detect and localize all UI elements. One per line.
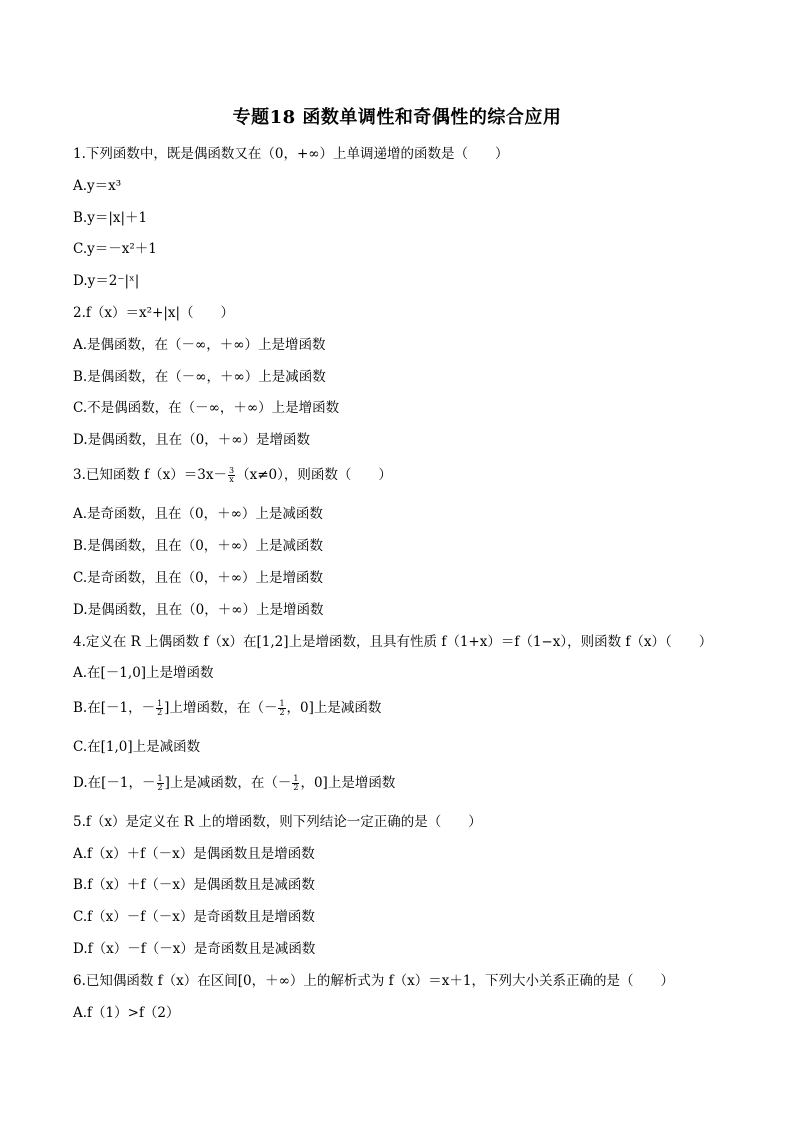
fraction-denominator: 2 (157, 708, 163, 717)
question-2-option-b: B.是偶函数，在（－∞，＋∞）上是减函数 (73, 369, 326, 385)
question-3-option-c: C.是奇函数，且在（0，＋∞）上是增函数 (73, 570, 323, 586)
question-4-stem: 4.定义在 R 上偶函数 f（x）在[1,2]上是增函数，且具有性质 f（1+x）＝f（1−x），则函数 f（x）（ ） (73, 634, 713, 650)
option-b-part-3: ，0]上是减函数 (286, 700, 382, 716)
question-3-stem-post: （x≠0），则函数（ ） (236, 467, 392, 483)
question-5-option-a: A.f（x）＋f（－x）是偶函数且是增函数 (73, 846, 315, 862)
fraction-denominator: 2 (157, 783, 163, 792)
question-2-option-d: D.是偶函数，且在（0，＋∞）是增函数 (73, 432, 310, 448)
fraction-one-half (292, 775, 299, 792)
question-4-option-a: A.在[－1,0]上是增函数 (73, 665, 214, 681)
question-3-option-d: D.是偶函数，且在（0，＋∞）上是增函数 (73, 602, 324, 618)
question-1-option-d: D.y＝2⁻|ˣ| (73, 273, 140, 289)
question-3-stem (73, 466, 392, 484)
fraction-numerator: 1 (293, 774, 299, 783)
page-title: 专题18 函数单调性和奇偶性的综合应用 (232, 107, 562, 128)
option-d-part-3: ，0]上是增函数 (300, 775, 396, 791)
question-4-option-b (73, 699, 381, 717)
fraction-denominator: 2 (293, 783, 299, 792)
option-b-part-1: B.在[－1，－ (73, 700, 156, 716)
question-4-option-d (73, 774, 395, 792)
option-b-part-2: ]上增函数，在（－ (164, 700, 278, 716)
option-d-part-2: ]上是减函数，在（－ (164, 775, 292, 791)
question-2-option-c: C.不是偶函数，在（－∞，＋∞）上是增函数 (73, 400, 340, 416)
fraction-one-half (278, 700, 285, 717)
question-1-option-b: B.y＝|x|＋1 (73, 210, 148, 226)
fraction-numerator: 1 (279, 699, 285, 708)
question-2-option-a: A.是偶函数，在（－∞，＋∞）上是增函数 (73, 337, 326, 353)
fraction-3-over-x (228, 467, 235, 484)
question-5-option-c: C.f（x）－f（－x）是奇函数且是增函数 (73, 909, 315, 925)
question-2-stem: 2.f（x）＝x²+|x|（ ） (73, 305, 235, 321)
question-1-option-c: C.y＝－x²＋1 (73, 241, 157, 257)
question-3-option-b: B.是偶函数，且在（0，＋∞）上是减函数 (73, 538, 324, 554)
fraction-one-half (156, 700, 163, 717)
question-4-option-c: C.在[1,0]上是减函数 (73, 739, 201, 755)
question-1-stem: 1.下列函数中，既是偶函数又在（0，+∞）上单调递增的函数是（ ） (73, 146, 509, 162)
question-3-stem-pre: 3.已知函数 f（x）＝3x－ (73, 467, 227, 483)
question-5-option-b: B.f（x）＋f（－x）是偶函数且是减函数 (73, 877, 315, 893)
question-3-option-a: A.是奇函数，且在（0，＋∞）上是减函数 (73, 506, 323, 522)
question-5-stem: 5.f（x）是定义在 R 上的增函数，则下列结论一定正确的是（ ） (73, 814, 482, 830)
fraction-denominator: 2 (279, 708, 285, 717)
question-6-option-a: A.f（1）>f（2） (73, 1005, 180, 1021)
option-d-part-1: D.在[－1，－ (73, 775, 156, 791)
question-6-stem: 6.已知偶函数 f（x）在区间[0，＋∞）上的解析式为 f（x）＝x＋1，下列大小关系正确的是（ ） (73, 973, 674, 989)
fraction-numerator: 1 (157, 699, 163, 708)
fraction-denominator: x (229, 475, 234, 484)
fraction-one-half (157, 775, 164, 792)
question-5-option-d: D.f（x）－f（－x）是奇函数且是减函数 (73, 941, 316, 957)
fraction-numerator: 1 (157, 774, 163, 783)
fraction-numerator: 3 (228, 466, 235, 475)
question-1-option-a: A.y＝x³ (73, 178, 122, 194)
